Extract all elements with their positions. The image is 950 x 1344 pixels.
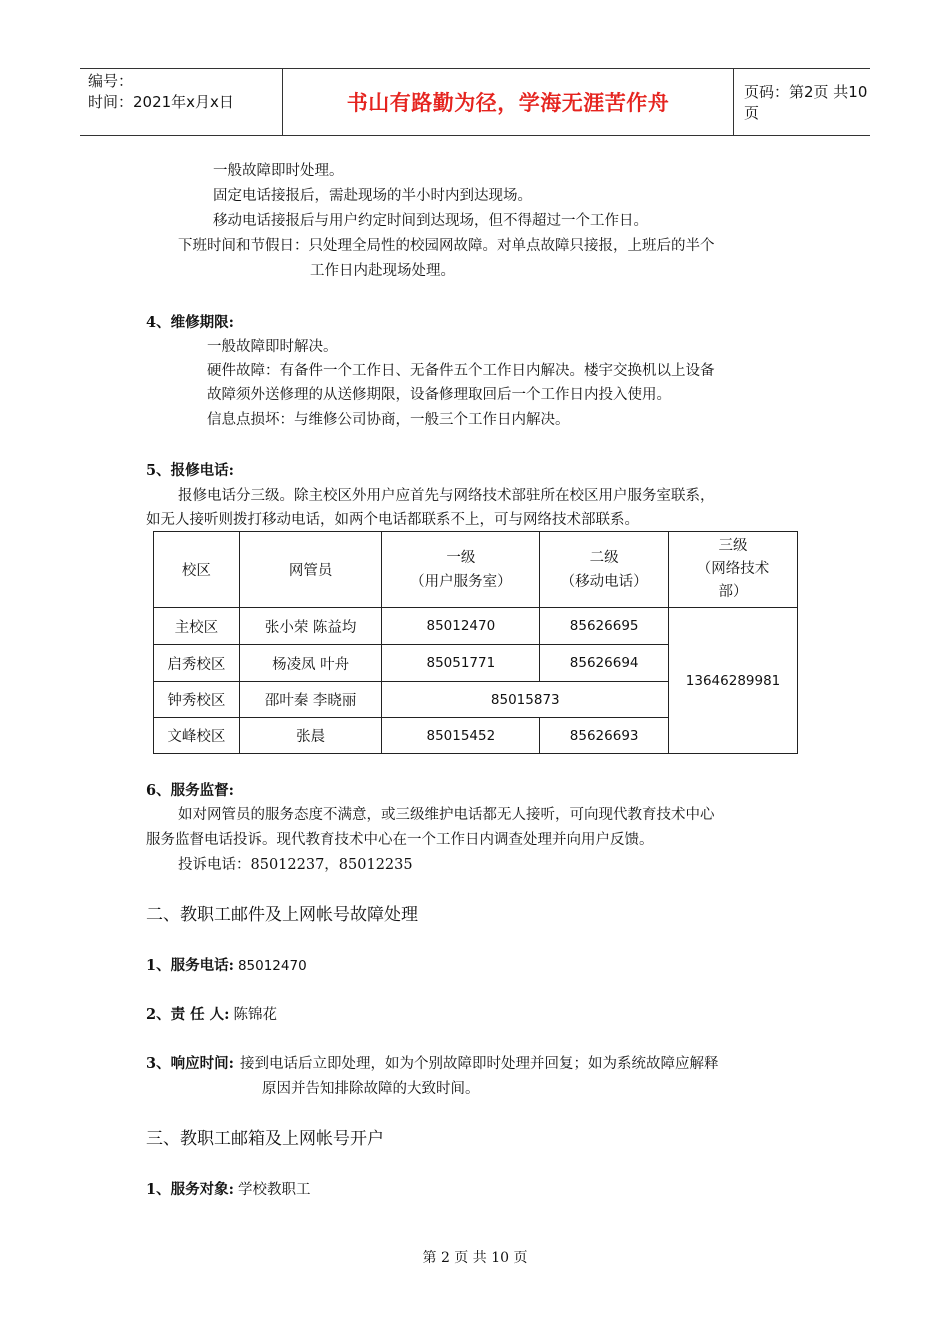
campus-cell: 文峰校区: [154, 718, 240, 754]
section-6-line-1: 如对网管员的服务态度不满意，或三级维护电话都无人接听，可向现代教育技术中心: [178, 807, 715, 823]
header-level3: [669, 532, 798, 608]
section-6-complaint-phone: 投诉电话：85012237，85012235: [178, 857, 413, 873]
header-level3-sub1: （网络技术: [696, 561, 770, 577]
header-level2-title: 二级: [589, 549, 619, 566]
part-2-item-2: [146, 1005, 277, 1025]
service-phone-value: 85012470: [237, 958, 307, 974]
header-level3-sub2: 部）: [718, 584, 748, 600]
section-4-line-2: 硬件故障：有备件一个工作日、无备件五个工作日内解决。楼宇交换机以上设备: [207, 363, 715, 379]
header-left: [80, 69, 282, 135]
repair-phone-table: [153, 531, 798, 754]
level2-phone-cell: 85626694: [540, 645, 669, 682]
response-time-label: 3、响应时间:: [146, 1055, 234, 1072]
response-line-2: 固定电话接报后，需赴现场的半小时内到达现场。: [213, 188, 532, 204]
level3-phone-cell: 13646289981: [669, 608, 798, 754]
header-level2: [540, 532, 669, 608]
level1-phone-cell: 85015452: [382, 718, 540, 754]
level2-phone-cell: 85626695: [540, 608, 669, 645]
admin-cell: 张晨: [239, 718, 382, 754]
response-line-1: 一般故障即时处理。: [213, 163, 344, 179]
section-6-title: 6、服务监督:: [146, 782, 234, 799]
page-footer: 第 2 页 共 10 页: [422, 1250, 528, 1266]
section-6-line-2: 服务监督电话投诉。现代教育技术中心在一个工作日内调查处理并向用户反馈。: [146, 832, 654, 848]
section-4-line-1: 一般故障即时解决。: [207, 339, 338, 355]
response-time-value-2: 原因并告知排除故障的大致时间。: [262, 1081, 480, 1097]
header-campus: 校区: [154, 532, 240, 608]
page-header: [80, 68, 870, 136]
service-target-label: 1、服务对象:: [146, 1181, 234, 1198]
part-2-item-3: [146, 1054, 718, 1074]
level2-phone-cell: 85626693: [540, 718, 669, 754]
level1-phone-cell: 85051771: [382, 645, 540, 682]
part-3-title: 三、教职工邮箱及上网帐号开户: [146, 1129, 384, 1149]
section-5-title: 5、报修电话:: [146, 462, 234, 479]
section-4-title: 4、维修期限:: [146, 314, 234, 331]
table-row: [154, 608, 798, 645]
part-2-item-1: [146, 956, 307, 976]
section-4-line-3: 故障须外送修理的从送修期限，设备修理取回后一个工作日内投入使用。: [207, 387, 671, 403]
service-phone-label: 1、服务电话:: [146, 957, 234, 974]
header-motto-cell: [282, 69, 734, 135]
header-admin: 网管员: [239, 532, 382, 608]
header-level1-sub: （用户服务室）: [410, 573, 512, 590]
response-line-4: 下班时间和节假日：只处理全局性的校园网故障。对单点故障只接报，上班后的半个: [178, 238, 715, 254]
response-line-5: 工作日内赴现场处理。: [310, 263, 455, 279]
doc-time-label: 时间：2021年x月x日: [88, 93, 234, 111]
campus-cell: 钟秀校区: [154, 682, 240, 718]
admin-cell: 杨凌凤 叶舟: [239, 645, 382, 682]
header-page-label: 页码：第2页 共10页: [744, 83, 868, 122]
admin-cell: 邵叶秦 李晓丽: [239, 682, 382, 718]
header-level1-title: 一级: [446, 549, 476, 566]
section-4-line-4: 信息点损坏：与维修公司协商，一般三个工作日内解决。: [207, 412, 570, 428]
response-line-3: 移动电话接报后与用户约定时间到达现场，但不得超过一个工作日。: [213, 213, 648, 229]
level1-phone-cell: 85012470: [382, 608, 540, 645]
section-5-line-1: 报修电话分三级。除主校区外用户应首先与网络技术部驻所在校区用户服务室联系，: [178, 488, 715, 504]
part-3-item-1: [146, 1180, 310, 1200]
campus-cell: 启秀校区: [154, 645, 240, 682]
section-5-line-2: 如无人接听则拨打移动电话，如两个电话都联系不上，可与网络技术部联系。: [146, 512, 639, 528]
header-level2-sub: （移动电话）: [560, 573, 648, 590]
part-2-title: 二、教职工邮件及上网帐号故障处理: [146, 905, 418, 925]
merged-phone-cell: 85015873: [382, 682, 669, 718]
doc-code-label: 编号：: [88, 72, 134, 90]
admin-cell: 张小荣 陈益均: [239, 608, 382, 645]
responsible-person-value: 陈锦花: [233, 1007, 278, 1023]
header-level1: [382, 532, 540, 608]
table-header-row: [154, 532, 798, 608]
header-level3-title: 三级: [718, 538, 748, 554]
responsible-person-label: 2、责 任 人:: [146, 1006, 230, 1023]
service-target-value: 学校教职工: [237, 1182, 311, 1198]
header-motto: 书山有路勤为径，学海无涯苦作舟: [346, 91, 670, 115]
response-time-value-1: 接到电话后立即处理，如为个别故障即时处理并回复；如为系统故障应解释: [239, 1056, 719, 1072]
campus-cell: 主校区: [154, 608, 240, 645]
